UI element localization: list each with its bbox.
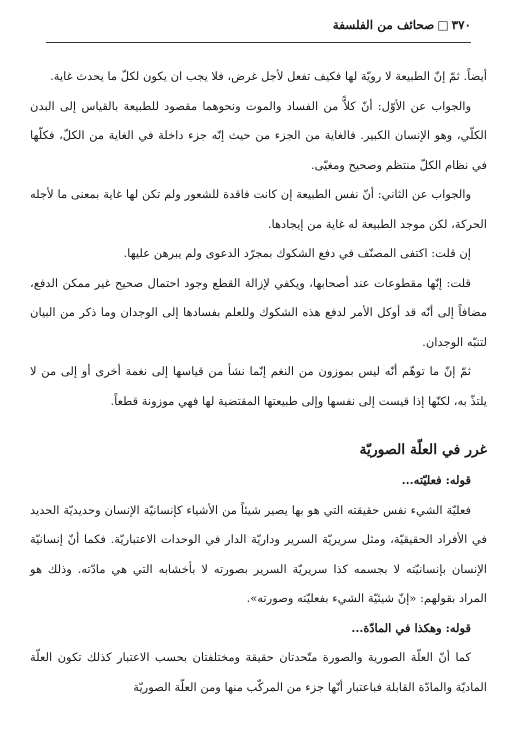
page-number: ٣٧٠ (451, 18, 471, 32)
paragraph: والجواب عن الأوّل: أنّ كلاًّ من الفساد والموت ونحوهما مقصود للطبيعة بالقياس إلى البدن الكلّي، وهو الإنسان الكبير. فالغاية من الجزء من حيث إنّه جزء داخلة في الغاية من الكلّ، فكلّها في نظام الكلّ منتظم وصحيح ومغيّى. (30, 98, 487, 172)
paragraph: فعليّة الشيء نفس حقيقته التي هو بها يصير شيئاً من الأشياء كإنسانيّة الإنسان وحديديّة الحديد في الأفراد الحقيقيّة، ومثل سريريّة السرير وداريّة الدار في الوحدات الاعتباريّة. فكما أنّ إنسانيّة الإنسان بإنسانيّته لا بجسمه كذا سريريّة السرير بصورته لا بأخشابه التي هي مادّته. وذلك هو المراد بقولهم: «إنّ شيئيّة الشيء بفعليّته وصورته». (30, 502, 487, 605)
paragraph: كما أنّ العلّة الصورية والصورة متّحدتان حقيقة ومختلفتان بحسب الاعتبار كذلك تكون العلّة الماديّة والمادّة القابلة فباعتبار أنّها جزء من المركّب منها ومن العلّة الصوريّة (30, 650, 487, 694)
running-title: صحائف من الفلسفة (332, 18, 435, 32)
section-heading: غرر في العلّة الصوريّة (359, 442, 487, 458)
header-marker: □ (437, 18, 449, 32)
running-header (333, 18, 471, 32)
page-header (46, 18, 471, 44)
paragraph: والجواب عن الثاني: أنّ نفس الطبيعة إن كانت فاقدة للشعور ولم تكن لها غاية بمعنى ما لأجله الحركة، لكن موجد الطبيعة له غاية من إيجادها. (30, 187, 487, 231)
quote-heading: قوله: وهكذا في المادّة... (351, 620, 471, 635)
paragraph: أيضاً. ثمّ إنّ الطبيعة لا رويّة لها فكيف تفعل لأجل غرض، فلا يجب ان يكون لكلّ ما يحدث غاية. (50, 69, 487, 83)
header-rule (46, 42, 471, 43)
page-body (30, 62, 487, 702)
paragraph: ثمّ إنّ ما توهّم أنّه ليس بموزون من النغم إنّما نشأ من قياسها إلى نغمة أخرى أو إلى من لا يلتذّ به، لكنّها إذا قيست إلى نفسها وإلى طبيعتها المقتضية لها فهي موزونة قطعاً. (30, 364, 487, 408)
paragraph: قلت: إنّها مقطوعات عند أصحابها، ويكفي لإزالة القطع وجود احتمال صحيح غير ممكن الدفع، مضافاً إلى أنّه قد أوكل الأمر لدفع هذه الشكوك وللعلم بفسادها إلى الوجدان وما ذكر من البيان لتنبّه الوجدان. (30, 275, 487, 349)
quote-heading: قوله: فعليّته... (401, 473, 471, 487)
paragraph: إن قلت: اكتفى المصنّف في دفع الشكوك بمجرّد الدعوى ولم يبرهن عليها. (123, 246, 471, 260)
